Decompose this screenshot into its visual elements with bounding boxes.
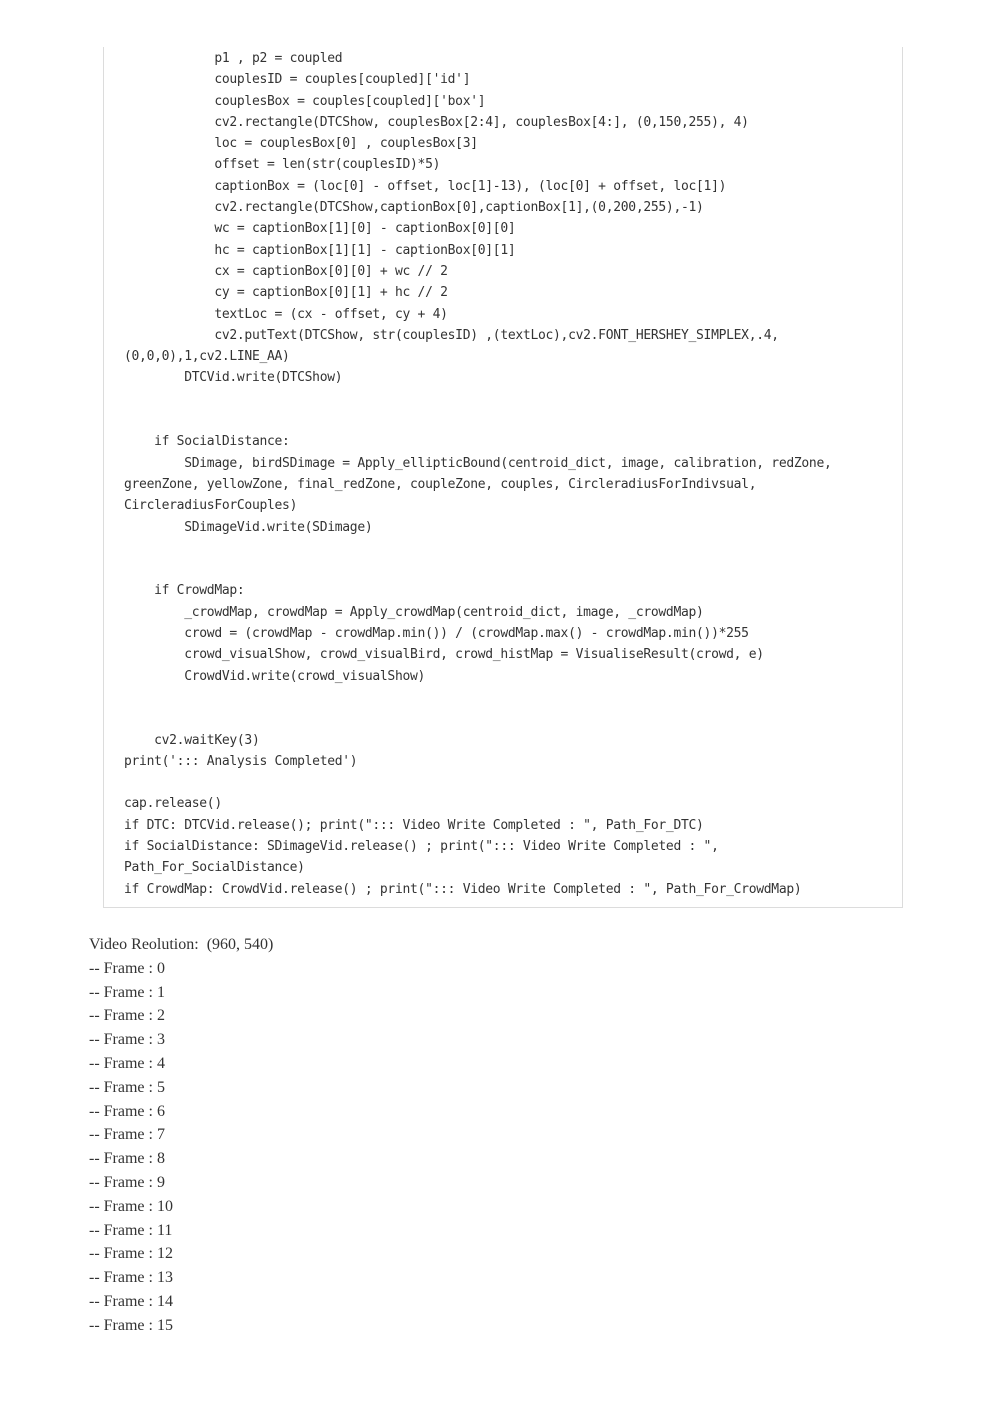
code-line: print('::: Analysis Completed') [124,753,358,769]
code-line: cy = captionBox[0][1] + hc // 2 [124,285,448,301]
code-line [124,708,832,729]
code-line: if CrowdMap: CrowdVid.release() ; print("::: Video Write Completed : ", Path_For_CrowdMap) [124,881,802,897]
code-line: couplesBox = couples[coupled]['box'] [124,93,486,109]
output-frame-line: -- Frame : 6 [89,1102,165,1120]
code-line [124,538,832,559]
output-frame-line: -- Frame : 14 [89,1292,173,1310]
code-line: DTCVid.write(DTCShow) [124,370,343,386]
code-line: cv2.rectangle(DTCShow, couplesBox[2:4], couplesBox[4:], (0,150,255), 4) [124,114,749,130]
output-frame-line: -- Frame : 7 [89,1126,165,1144]
output-frame-line: -- Frame : 15 [89,1316,173,1334]
code-line [124,687,832,708]
code-line [124,389,832,410]
output-frame-line: -- Frame : 2 [89,1007,165,1025]
code-line: greenZone, yellowZone, final_redZone, coupleZone, couples, CircleradiusForIndivsual, [124,476,757,492]
cell-output [89,933,273,1338]
output-frame-line: -- Frame : 5 [89,1078,165,1096]
output-frame-line: -- Frame : 12 [89,1245,173,1263]
code-line: if SocialDistance: [124,434,290,450]
code-line: SDimageVid.write(SDimage) [124,519,373,535]
code-line [124,559,832,580]
code-line: cv2.waitKey(3) [124,732,260,748]
code-line: wc = captionBox[1][0] - captionBox[0][0] [124,221,516,237]
output-resolution-line: Video Reolution: (960, 540) [89,936,274,953]
code-content [124,48,832,900]
output-frame-line: -- Frame : 4 [89,1054,165,1072]
code-line: offset = len(str(couplesID)*5) [124,157,441,173]
code-line: crowd_visualShow, crowd_visualBird, crowd_histMap = VisualiseResult(crowd, e) [124,647,764,663]
output-frame-line: -- Frame : 3 [89,1031,165,1049]
code-line: cap.release() [124,796,222,812]
code-line: _crowdMap, crowdMap = Apply_crowdMap(centroid_dict, image, _crowdMap) [124,604,704,620]
code-line: hc = captionBox[1][1] - captionBox[0][1] [124,242,516,258]
code-line: if DTC: DTCVid.release(); print("::: Video Write Completed : ", Path_For_DTC) [124,817,704,833]
code-line: if CrowdMap: [124,583,245,599]
code-line: cx = captionBox[0][0] + wc // 2 [124,263,448,279]
code-line: CircleradiusForCouples) [124,498,298,514]
output-frame-line: -- Frame : 13 [89,1269,173,1287]
code-line: (0,0,0),1,cv2.LINE_AA) [124,349,290,365]
code-line: if SocialDistance: SDimageVid.release() ; print("::: Video Write Completed : ", [124,838,719,854]
code-line: cv2.rectangle(DTCShow,captionBox[0],captionBox[1],(0,200,255),-1) [124,200,704,216]
code-line: p1 , p2 = coupled [124,51,343,66]
output-frame-line: -- Frame : 8 [89,1150,165,1168]
output-frame-line: -- Frame : 0 [89,959,165,977]
code-line: textLoc = (cx - offset, cy + 4) [124,306,448,322]
output-frame-line: -- Frame : 9 [89,1173,165,1191]
code-block [103,47,903,908]
output-frame-line: -- Frame : 11 [89,1221,173,1239]
output-frame-line: -- Frame : 1 [89,983,165,1001]
code-line: SDimage, birdSDimage = Apply_ellipticBound(centroid_dict, image, calibration, redZone, [124,455,832,471]
code-line: loc = couplesBox[0] , couplesBox[3] [124,136,478,152]
code-line: crowd = (crowdMap - crowdMap.min()) / (crowdMap.max() - crowdMap.min())*255 [124,626,749,642]
code-line [124,772,832,793]
code-line: Path_For_SocialDistance) [124,860,305,876]
code-line: couplesID = couples[coupled]['id'] [124,72,471,88]
code-line [124,410,832,431]
code-line: captionBox = (loc[0] - offset, loc[1]-13), (loc[0] + offset, loc[1]) [124,178,727,194]
code-line: cv2.putText(DTCShow, str(couplesID) ,(textLoc),cv2.FONT_HERSHEY_SIMPLEX,.4, [124,327,779,343]
code-line: CrowdVid.write(crowd_visualShow) [124,668,426,684]
output-frame-line: -- Frame : 10 [89,1197,173,1215]
